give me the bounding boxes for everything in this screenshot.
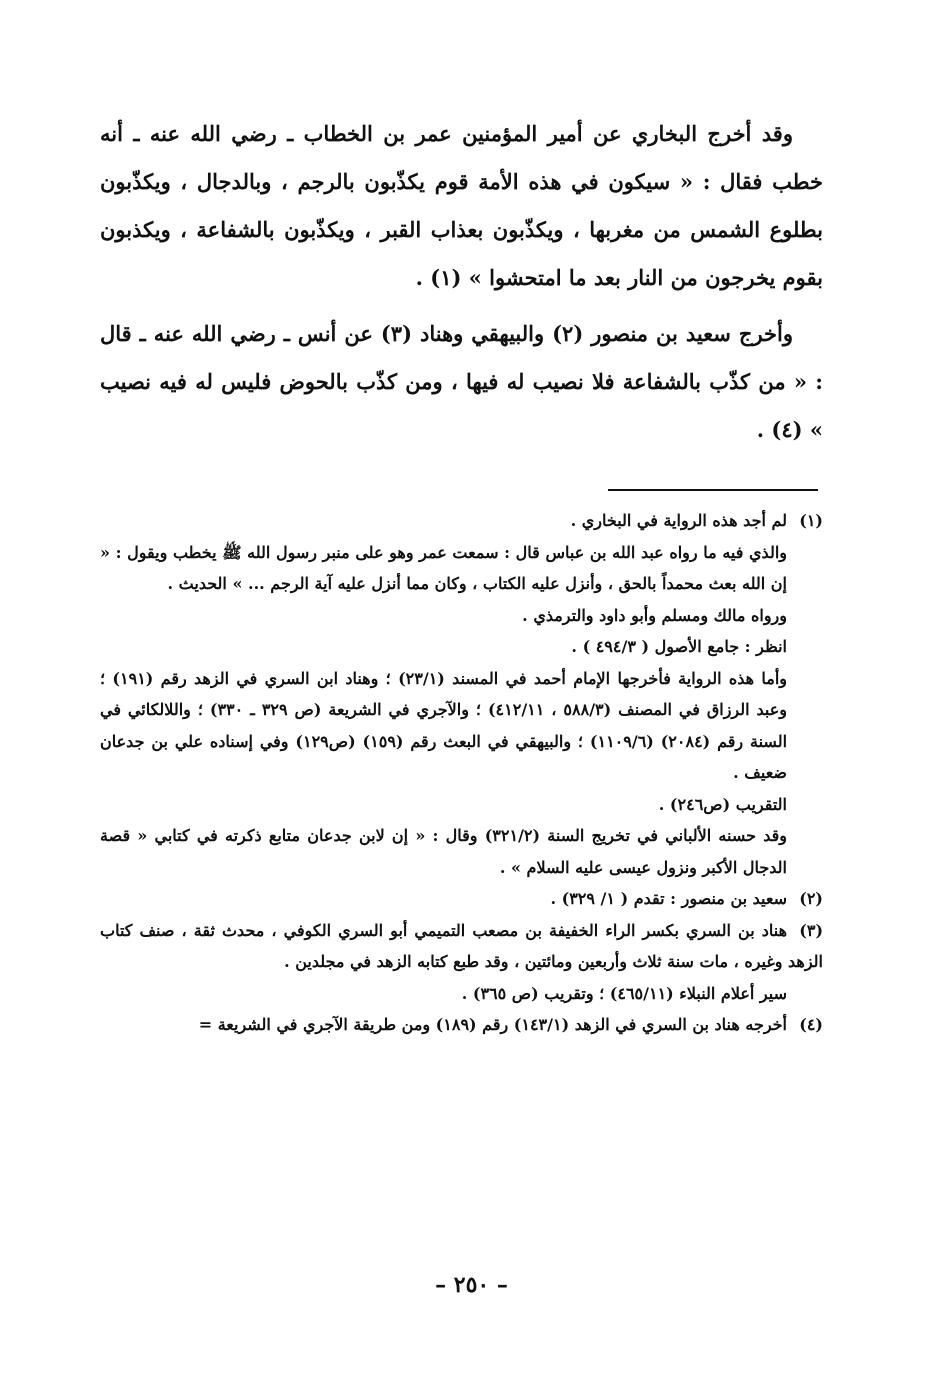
footnote-number: (٤) xyxy=(799,1015,823,1034)
page-number: – ٢٥٠ – xyxy=(435,1272,508,1298)
footnote-text: أخرجه هناد بن السري في الزهد (١٤٣/١) رقم (١٨٩) ومن طريقة الآجري في الشريعة = xyxy=(198,1015,787,1034)
footnote-1-text: والذي فيه ما رواه عبد الله بن عباس قال : سمعت عمر وهو على منبر رسول الله ﷺ يخطب ويقول : « إن الله بعث محمداً بالحق ، وأنزل عليه الكتاب ، وكان مما أنزل عليه آية الرجم ... » الحديث . xyxy=(100,542,787,593)
footnote-1-text: ورواه مالك ومسلم وأبو داود والترمذي . xyxy=(522,605,787,625)
footnote-text: سعيد بن منصور : تقدم ( ١/ ٣٢٩) . xyxy=(550,889,787,908)
footnote-number: (٣) xyxy=(799,920,824,940)
footnote-1 xyxy=(100,505,823,537)
footnote-1-text: وأما هذه الرواية فأخرجها الإمام أحمد في المسند (٢٣/١) ؛ وهناد ابن السري في الزهد رقم (١٩١) ؛ وعبد الرزاق في المصنف (٥٨٨/٣ ، ٤١٢/١١) ؛ والآجري في الشريعة (ص ٣٢٩ ـ ٣٣٠) ؛ واللالكائي في السنة رقم (٢٠٨٤) (١١٠٩/٦) ؛ والبيهقي في البعث رقم (١٥٩) (ص١٢٩) وفي إسناده علي بن جدعان ضعيف . xyxy=(100,668,788,782)
footnote-1-text: التقريب (ص٢٤٦) . xyxy=(658,794,787,814)
main-text xyxy=(100,110,823,462)
footnote-3 xyxy=(100,915,823,978)
main-paragraph-1: وقد أخرج البخاري عن أمير المؤمنين عمر بن الخطاب ـ رضي الله عنه ـ أنه خطب فقال : « سيكون في هذه الأمة قوم يكذّبون بالرجم ، وبالدجال ، ويكذّبون بطلوع الشمس من مغربها ، ويكذّبون بعذاب القبر ، ويكذّبون بالشفاعة ، ويكذبون بقوم يخرجون من النار بعد ما امتحشوا » (١) . xyxy=(100,121,823,290)
footnote-text: هناد بن السري بكسر الراء الخفيفة بن مصعب التميمي أبو السري الكوفي ، محدث ثقة ، صنف كتاب الزهد وغيره ، مات سنة ثلاث وأربعين ومائتين ، وقد طبع كتابه الزهد في مجلدين . xyxy=(100,920,823,971)
footnote-4 xyxy=(100,1009,823,1041)
footnote-separator xyxy=(608,489,818,491)
main-paragraph-2: وأخرج سعيد بن منصور (٢) والبيهقي وهناد (٣) عن أنس ـ رضي الله عنه ـ قال : « من كذّب بالشفاعة فلا نصيب له فيها ، ومن كذّب بالحوض فليس له فيه نصيب » (٤) . xyxy=(100,321,823,442)
footnotes xyxy=(100,505,823,1041)
footnote-3-text: سير أعلام النبلاء (٤٦٥/١١) ؛ وتقريب (ص ٣٦٥) . xyxy=(461,983,787,1003)
footnote-number: (١) xyxy=(799,511,823,530)
footnote-text: لم أجد هذه الرواية في البخاري . xyxy=(570,511,787,530)
footnote-1-text: وقد حسنه الألباني في تخريج السنة (٣٢١/٢) وقال : « إن لابن جدعان متابع ذكرته في كتابي « قصة الدجال الأكبر ونزول عيسى عليه السلام » . xyxy=(100,826,787,877)
footnote-number: (٢) xyxy=(799,889,823,908)
footnote-1-text: انظر : جامع الأصول ( ٤٩٤/٣ ) . xyxy=(571,637,787,656)
footnote-2 xyxy=(100,883,823,915)
